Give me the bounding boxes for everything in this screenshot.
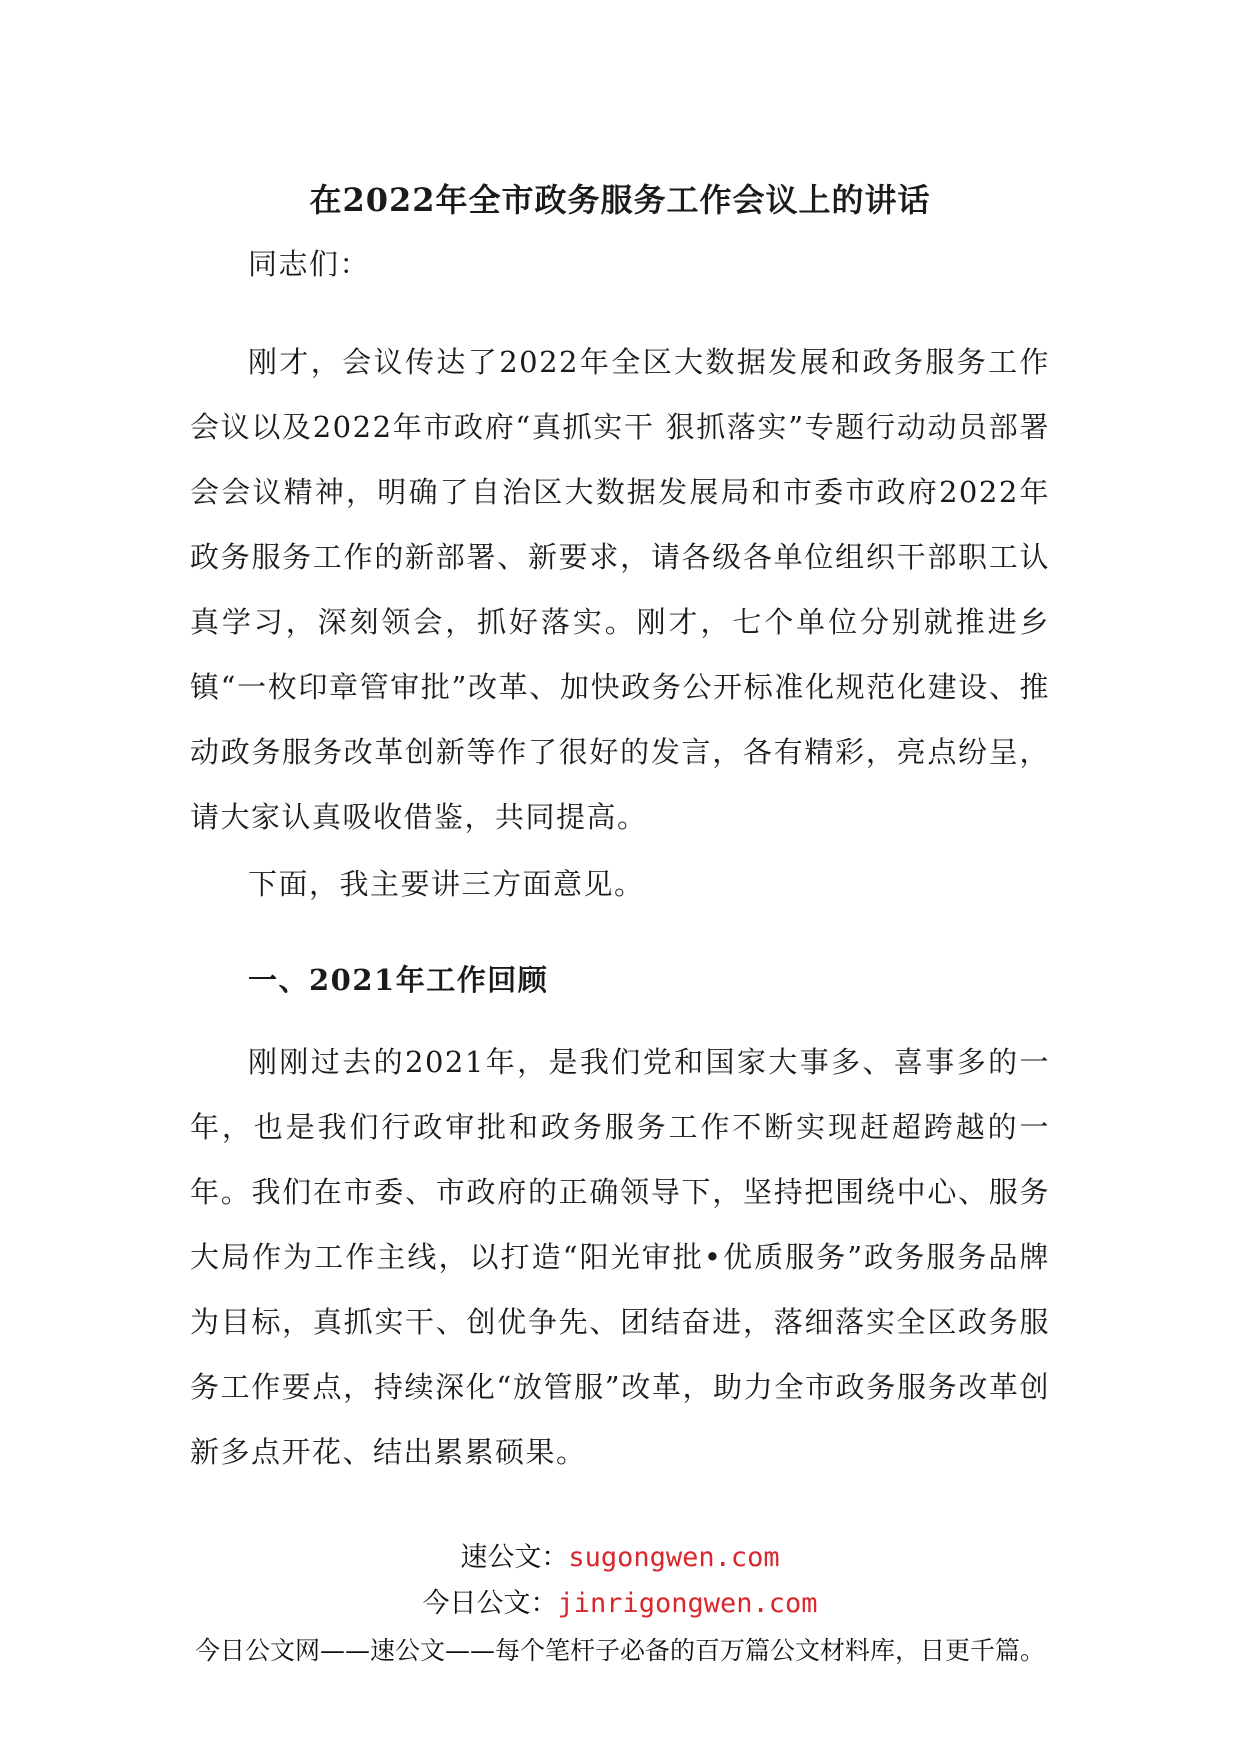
footer-jinrigongwen-label: 今日公文： [422,1588,558,1619]
paragraph-1: 刚才，会议传达了2022年全区大数据发展和政务服务工作会议以及2022年市政府“真抓实干 狠抓落实”专题行动动员部署会会议精神，明确了自治区大数据发展局和市委市政府2022年政务服务工作的新部署、新要求，请各级各单位组织干部职工认真学习，深刻领会，抓好落实。刚才，七个单位分别就推进乡镇“一枚印章管审批”改革、加快政务公开标准化规范化建设、推动政务服务改革创新等作了很好的发言，各有精彩，亮点纷呈，请大家认真吸收借鉴，共同提高。 [190,345,1050,834]
footer-sugongwen-link[interactable]: sugongwen.com [568,1542,780,1573]
document-title: 在2022年全市政务服务工作会议上的讲话 [309,181,931,219]
paragraph-3: 刚刚过去的2021年，是我们党和国家大事多、喜事多的一年，也是我们行政审批和政务服务工作不断实现赶超跨越的一年。我们在市委、市政府的正确领导下，坚持把围绕中心、服务大局作为工作主线，以打造“阳光审批•优质服务”政务服务品牌为目标，真抓实干、创优争先、团结奋进，落细落实全区政务服务工作要点，持续深化“放管服”改革，助力全市政务服务改革创新多点开花、结出累累硕果。 [190,1045,1050,1469]
salutation: 同志们： [248,247,371,281]
footer-jinrigongwen [0,1586,1240,1622]
footer-sugongwen-label: 速公文： [460,1542,569,1573]
paragraph-2: 下面，我主要讲三方面意见。 [248,867,645,901]
section-heading-1: 一、2021年工作回顾 [248,963,549,997]
footer-sugongwen [0,1540,1240,1576]
footer-jinrigongwen-link[interactable]: jinrigongwen.com [557,1588,818,1619]
footer-slogan: 今日公文网——速公文——每个笔杆子必备的百万篇公文材料库，日更千篇。 [194,1636,1045,1665]
